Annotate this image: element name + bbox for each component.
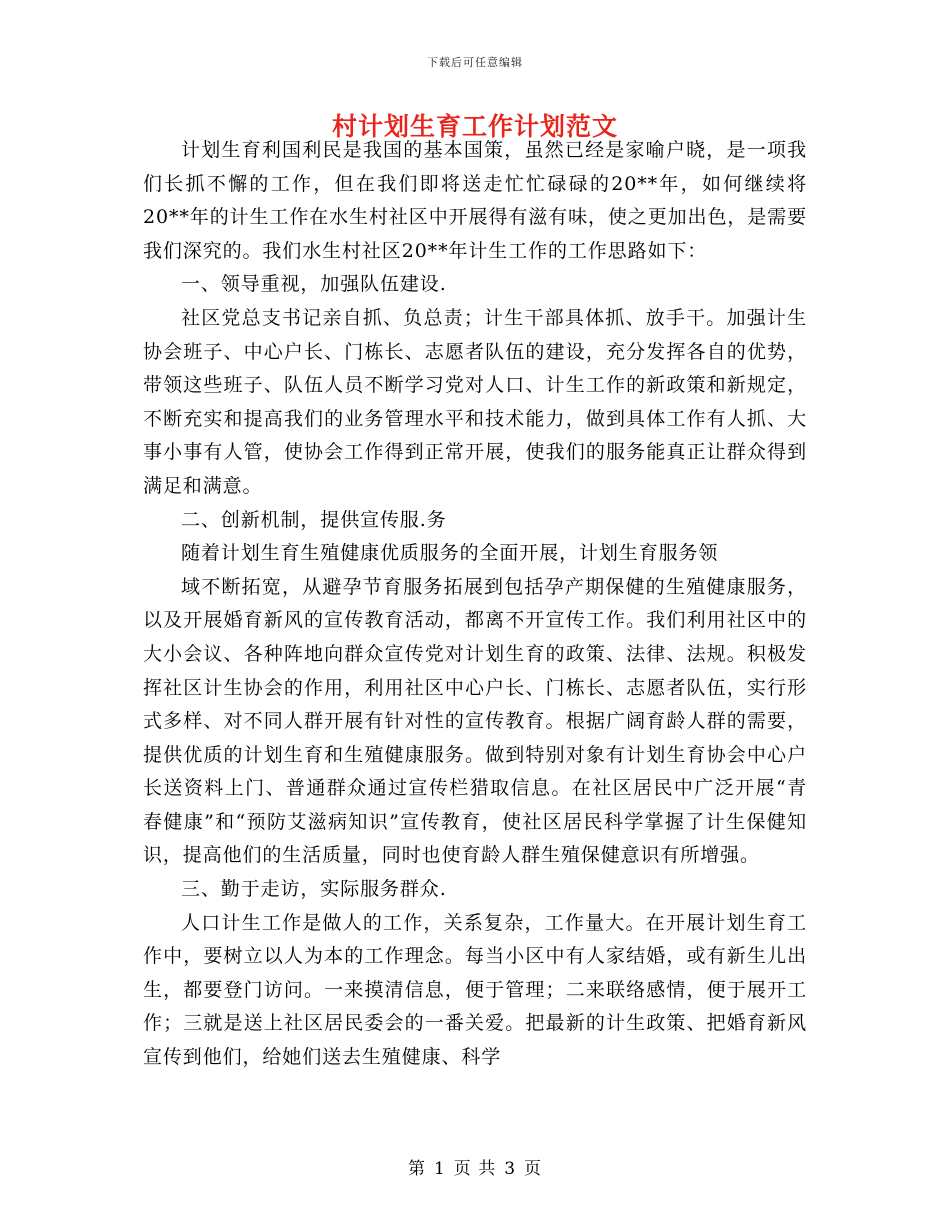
document-body [143, 134, 807, 1075]
header-note: 下载后可任意编辑 [427, 56, 523, 69]
paragraph-intro: 计划生育利国利民是我国的基本国策，虽然已经是家喻户晓，是一项我们长抓不懈的工作，但在我们即将送走忙忙碌碌的20**年，如何继续将20**年的计生工作在水生村社区中开展得有滋有味，使之更加出色，是需要我们深究的。我们水生村社区20**年计生工作的工作思路如下： [143, 139, 807, 262]
paragraph-section-2-lead: 随着计划生育生殖健康优质服务的全面开展，计划生育服务领 [181, 542, 719, 565]
footer-mid: 页 共 [453, 1159, 497, 1179]
section-heading-3: 三、勤于走访，实际服务群众. [181, 878, 447, 901]
section-heading-2: 二、创新机制，提供宣传服.务 [181, 508, 447, 531]
footer-total-pages: 3 [504, 1159, 517, 1179]
footer-prefix: 第 [407, 1159, 426, 1179]
page-footer [0, 1154, 950, 1179]
paragraph-section-2: 域不断拓宽，从避孕节育服务拓展到包括孕产期保健的生殖健康服务，以及开展婚育新风的宣传教育活动，都离不开宣传工作。我们利用社区中的大小会议、各种阵地向群众宣传党对计划生育的政策、法律、法规。积极发挥社区计生协会的作用，利用社区中心户长、门栋长、志愿者队伍，实行形式多样、对不同人群开展有针对性的宣传教育。根据广阔育龄人群的需要，提供优质的计划生育和生殖健康服务。做到特别对象有计划生育协会中心户长送资料上门、普通群众通过宣传栏猎取信息。在社区居民中广泛开展“青春健康”和“预防艾滋病知识”宣传教育，使社区居民科学掌握了计生保健知识，提高他们的生活质量，同时也使育龄人群生殖保健意识有所增强。 [143, 575, 807, 867]
footer-suffix: 页 [524, 1159, 543, 1179]
document-title: 村计划生育工作计划范文 [331, 112, 618, 141]
paragraph-section-1: 社区党总支书记亲自抓、负总责；计生干部具体抓、放手干。加强计生协会班子、中心户长、门栋长、志愿者队伍的建设，充分发挥各自的优势，带领这些班子、队伍人员不断学习党对人口、计生工作的新政策和新规定，不断充实和提高我们的业务管理水平和技术能力，做到具体工作有人抓、大事小事有人管，使协会工作得到正常开展，使我们的服务能真正让群众得到满足和满意。 [143, 306, 807, 497]
footer-current-page: 1 [433, 1159, 446, 1179]
section-heading-1: 一、领导重视，加强队伍建设. [181, 273, 447, 296]
paragraph-section-3: 人口计生工作是做人的工作，关系复杂，工作量大。在开展计划生育工作中，要树立以人为本的工作理念。每当小区中有人家结婚，或有新生儿出生，都要登门访问。一来摸清信息，便于管理；二来联络感情，便于展开工作；三就是送上社区居民委会的一番关爱。把最新的计生政策、把婚育新风宣传到他们，给她们送去生殖健康、科学 [143, 911, 807, 1069]
